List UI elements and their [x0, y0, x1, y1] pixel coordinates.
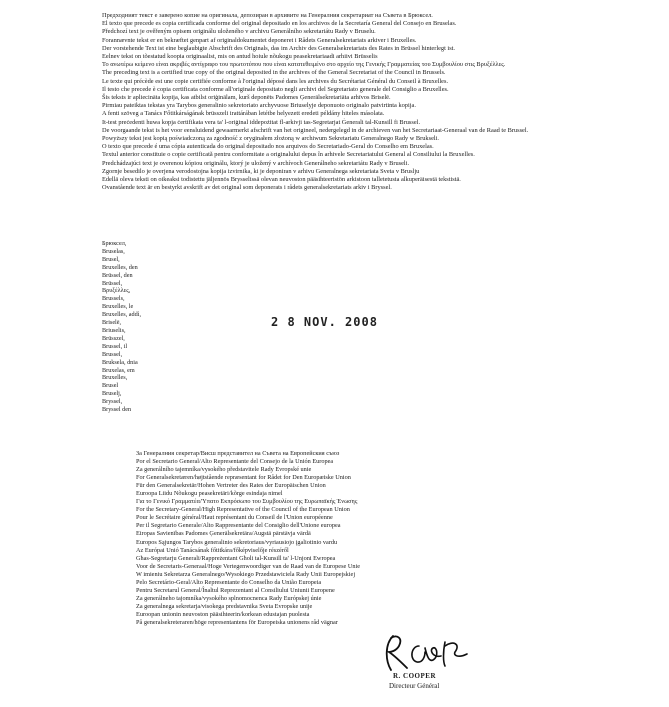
place-names-list	[102, 240, 141, 414]
cert-it: Il testo che precede è copia certificata conforme all'originale depositato negli archivi del Segretariato generale del Consiglio a Bruxelles.	[102, 85, 449, 93]
place-name: Bryssel den	[102, 406, 132, 414]
cert-da: Forannævnte tekst er en bekræftet genpart af originaldokumentet deponeret i Rådets Generalsekretariats arkiver i Bruxelles.	[102, 36, 417, 44]
cert-en: The preceding text is a certified true copy of the original deposited in the archives of the General Secretariat of the Council in Brussels.	[102, 69, 446, 77]
rep-el: Για το Γενικό Γραμματέα/Ύπατο Εκπρόσωπο του Συμβουλίου της Ευρωπαϊκής Ένωσης	[136, 498, 358, 506]
place-name: Bruxelas, em	[102, 366, 135, 374]
cert-es: El texto que precede es copia certificada conforme del original depositado en los archivos de la Secretaría General del Consejo en Bruselas.	[102, 20, 457, 28]
rep-ro: Pentru Secretarul General/Înaltul Reprezentant al Consiliului Uniunii Europene	[136, 586, 335, 594]
handwritten-signature	[383, 630, 473, 674]
rep-sv: På generalsekreteraren/höge representantens för Europeiska unionens råd vägnar	[136, 618, 338, 626]
cert-sv: Ovanstående text är en bestyrkt avskrift av det original som deponerats i rådets generalsekretariats arkiv i Bryssel.	[102, 184, 392, 192]
cert-pt: O texto que precede é uma cópia autenticada do original depositado nos arquivos do Secretariado-Geral do Conselho em Bruxelas.	[102, 143, 434, 151]
rep-sk: Za generálneho tajomníka/vysokého splnomocnenca Rady Európskej únie	[136, 594, 322, 602]
rep-it: Per il Segretario Generale/Alto Rappresentante del Consiglio dell'Unione europea	[136, 522, 341, 530]
place-name: Brussel,	[102, 350, 123, 358]
place-name: Bruxelles, den	[102, 263, 138, 271]
place-name: Bruselas,	[102, 247, 125, 255]
place-name: Bruxelles, le	[102, 303, 134, 311]
rep-sl: Za generalnega sekretarja/visokega predstavnika Sveta Evropske unije	[136, 602, 313, 610]
place-name: Bruxelles, addì,	[102, 311, 142, 319]
place-name: Βρυξέλλες,	[102, 287, 131, 295]
place-name: Brüsszel,	[102, 334, 125, 342]
rep-de: Für den Generalsekretär/Hohen Vertreter des Rates der Europäischen Union	[136, 482, 326, 490]
place-name: Bruxelles,	[102, 374, 128, 382]
rep-nl: Voor de Secretaris-Generaal/Hoge Vertegenwoordiger van de Raad van de Europese Unie	[136, 562, 360, 570]
rep-lt: Europos Sąjungos Tarybos generalinio sekretoriaus/vyriausiojo įgaliotinio vardu	[136, 538, 338, 546]
signatory-name: R. COOPER	[393, 672, 436, 680]
rep-es: Por el Secretario General/Alto Representante del Consejo de la Unión Europea	[136, 458, 334, 466]
rep-bg: За Генералния секретар/Висш представител на Съвета на Европейския съюз	[136, 450, 340, 457]
cert-el: Το ανωτέρω κείμενο είναι ακριβές αντίγραφο του πρωτοτύπου που είναι κατατεθειμένο στο αρχείο της Γενικής Γραμματείας του Συμβουλίου στις Βρυξέλλες.	[102, 61, 506, 69]
cert-hu: A fenti szöveg a Tanács Főtitkárságának brüsszeli irattárában letétbe helyezett eredeti példány hiteles másolata.	[102, 110, 385, 118]
place-name: Bryssel,	[102, 398, 123, 406]
place-name: Briuselis,	[102, 326, 126, 334]
cert-cs: Předchozí text je ověřeným opisem originálu uloženého v archivu Generálního sekretariátu Rady v Bruselu.	[102, 28, 376, 36]
rep-cs: Za generálního tajemníka/vysokého představitele Rady Evropské unie	[136, 466, 312, 474]
place-name: Brussel, il	[102, 342, 128, 350]
place-name: Bruselj,	[102, 390, 122, 398]
rep-fi: Euroopan unionin neuvoston pääsihteerin/korkean edustajan puolesta	[136, 610, 310, 618]
place-name: Брюксел,	[102, 240, 127, 247]
date-stamp: 2 8 NOV. 2008	[271, 315, 378, 329]
representative-lines	[136, 450, 360, 627]
rep-da: For Generalsekretæren/højtstående repræsentant for Rådet for Den Europæiske Union	[136, 474, 351, 482]
cert-fi: Edellä oleva teksti on oikeaksi todistettu jäljennös Brysselissä olevan neuvoston pääsihteeristön arkistoon talletetusta alkuperäisestä tekstistä.	[102, 176, 461, 184]
cert-mt: It-test preċedenti huwa kopja ċertifikata vera ta' l-oriġinal iddepożitat fl-arkivji tas-Segretarjat Ġenerali tal-Kunsill fi Brussel.	[102, 118, 421, 126]
rep-fr: Pour le Secrétaire général/Haut représentant du Conseil de l'Union européenne	[136, 514, 333, 522]
signatory-title: Directeur Général	[389, 682, 440, 690]
place-name: Briselē,	[102, 319, 122, 327]
cert-fr: Le texte qui précède est une copie certifiée conforme à l'original déposé dans les archives du Secrétariat Général du Conseil à Bruxelles.	[102, 77, 449, 85]
cert-lv: Šis teksts ir apliecināta kopija, kas atbilst oriģinālam, kurš deponēts Padomes Ģenerālsekretariāta arhīvos Briselē.	[102, 94, 391, 102]
cert-ro: Textul anterior constituie o copie certificată pentru conformitate a originalului depus în arhivele Secretariatului General al Consiliului la Bruxelles.	[102, 151, 475, 159]
place-name: Brusel	[102, 382, 119, 390]
rep-pl: W imieniu Sekretarza Generalnego/Wysokiego Przedstawiciela Rady Unii Europejskiej	[136, 570, 356, 578]
cert-bg: Предходният текст е заверено копие на оригинала, депозиран в архивите на Генералния секретариат на Съвета в Брюксел.	[102, 12, 433, 19]
cert-sl: Zgornje besedilo je overjena verodostojna kopija izvirnika, ki je deponiran v arhivu Generalnega sekretariata Sveta v Bruslju	[102, 167, 420, 175]
place-name: Brussels,	[102, 295, 125, 303]
cert-pl: Powyższy tekst jest kopią poświadczoną za zgodność z oryginałem złożoną w archiwum Sekretariatu Generalnego Rady w Brukseli.	[102, 135, 439, 143]
cert-et: Eelnev tekst on tõestatud koopia originaalist, mis on antud hoiule nõukogu peasekretariaadi arhiivi Brüsselis	[102, 53, 378, 61]
cert-sk: Predchádzajúci text je overenou kópiou originálu, ktorý je uložený v archívoch Generálneho sekretariátu Rady v Bruseli.	[102, 159, 410, 167]
cert-lt: Pirmiau pateiktas tekstas yra Tarybos generalinio sekretoriato archyvuose Briuselyje deponuoto originalo patvirtinta kopija.	[102, 102, 416, 110]
rep-mt: Għas-Segretarju Ġenerali/Rappreżentant Għoli tal-Kunsill ta' l-Unjoni Ewropea	[136, 554, 336, 562]
place-name: Brusel,	[102, 255, 120, 263]
cert-de: Der vorstehende Text ist eine beglaubigte Abschrift des Originals, das im Archiv des Generalsekretariats des Rates in Brüssel hinterlegt ist.	[102, 44, 456, 52]
place-name: Bruksela, dnia	[102, 358, 138, 366]
rep-lv: Eiropas Savienības Padomes Ģenerālsekretāra/Augstā pārstāvja vārdā	[136, 530, 311, 538]
place-name: Brüssel,	[102, 279, 123, 287]
rep-et: Euroopa Liidu Nõukogu peasekretäri/kõrge esindaja nimel	[136, 490, 283, 498]
place-name: Brüssel, den	[102, 271, 133, 279]
rep-pt: Pelo Secretário-Geral/Alto Representante do Conselho da União Europeia	[136, 578, 322, 586]
rep-en: For the Secretary-General/High Representative of the Council of the European Union	[136, 506, 350, 514]
rep-hu: Az Európai Unió Tanácsának főtitkára/főképviselője részéről	[136, 546, 289, 554]
cert-nl: De voorgaande tekst is het voor eensluidend gewaarmerkt afschrift van het origineel, nedergelegd in de archieven van het Secretariaat-Generaal van de Raad te Brussel.	[102, 126, 529, 134]
certification-statements	[102, 12, 642, 192]
